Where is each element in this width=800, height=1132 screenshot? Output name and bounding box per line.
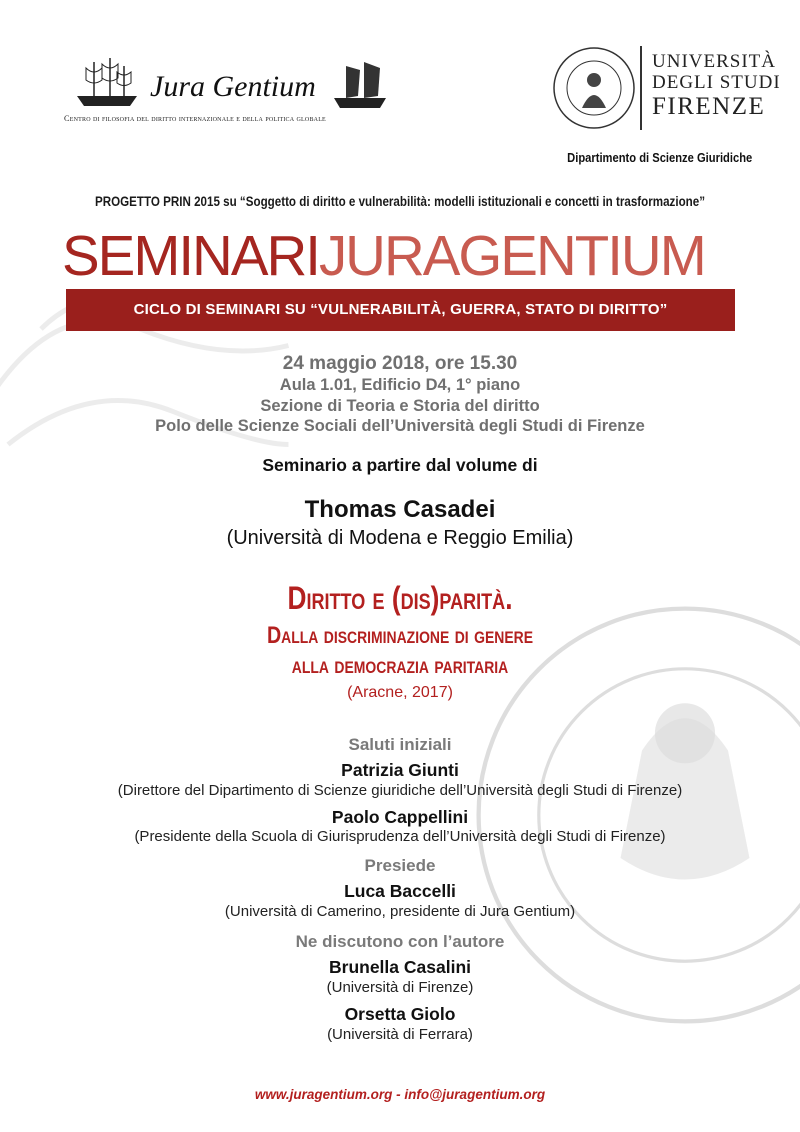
discussants-label: Ne discutono con l’autore	[295, 932, 505, 951]
junk-ship-right-icon	[330, 60, 390, 112]
footer-contacts[interactable]: www.juragentium.org - info@juragentium.org	[254, 1087, 546, 1102]
jura-gentium-title: Jura Gentium	[150, 70, 316, 103]
discussant-1-affiliation: (Università di Firenze)	[326, 979, 474, 996]
speaker-2-affiliation: (Presidente della Scuola di Giurisprudenza dell’Università degli Studi di Firenze)	[134, 828, 666, 845]
event-campus: Polo delle Scienze Sociali dell’Università degli Studi di Firenze	[155, 417, 645, 435]
book-author: Thomas Casadei	[304, 496, 496, 523]
event-date: 24 maggio 2018, ore 15.30	[282, 353, 518, 374]
project-line: PROGETTO PRIN 2015 su “Soggetto di diritto e vulnerabilità: modelli istituzionali e concetti in trasformazione”	[94, 194, 706, 209]
speaker-1-affiliation: (Direttore del Dipartimento di Scienze giuridiche dell’Università degli Studi di Firenze)	[117, 782, 683, 799]
cycle-banner-text: CICLO DI SEMINARI SU “VULNERABILITÀ, GUERRA, STATO DI DIRITTO”	[133, 301, 668, 318]
event-section: Sezione di Teoria e Storia del diritto	[260, 397, 540, 415]
greetings-label: Saluti iniziali	[348, 735, 452, 754]
event-room: Aula 1.01, Edificio D4, 1° piano	[279, 376, 521, 394]
logo-divider	[640, 46, 642, 130]
discussant-2-name: Orsetta Giolo	[344, 1004, 456, 1024]
university-line-3: FIRENZE	[652, 93, 766, 120]
speaker-1-name: Patrizia Giunti	[341, 760, 459, 780]
title-thin-part: JURAGENTIUM	[318, 224, 705, 288]
book-title-line-3: alla democrazia paritaria	[291, 652, 509, 679]
discussant-2-affiliation: (Università di Ferrara)	[327, 1026, 473, 1043]
chair-name: Luca Baccelli	[344, 881, 456, 901]
discussant-1-name: Brunella Casalini	[329, 957, 471, 977]
title-bold-part: SEMINARI	[62, 224, 319, 288]
chair-label: Presiede	[364, 856, 436, 875]
chair-affiliation: (Università di Camerino, presidente di Jura Gentium)	[224, 903, 576, 920]
university-seal-icon	[552, 46, 636, 130]
author-affiliation: (Università di Modena e Reggio Emilia)	[226, 527, 574, 549]
book-publisher: (Aracne, 2017)	[347, 684, 453, 701]
university-name	[652, 52, 781, 119]
jura-gentium-subtitle: Centro di filosofia del diritto internazionale e della politica globale	[64, 114, 326, 123]
seminar-intro: Seminario a partire dal volume di	[262, 455, 538, 475]
university-line-1: UNIVERSITÀ	[652, 51, 776, 72]
department-name: Dipartimento di Scienze Giuridiche	[566, 150, 752, 165]
book-title-line-2: Dalla discriminazione di genere	[266, 622, 534, 649]
speaker-2-name: Paolo Cappellini	[331, 807, 469, 827]
university-line-2: DEGLI STUDI	[652, 72, 781, 93]
ship-left-icon	[72, 56, 142, 112]
seminar-series-title	[62, 226, 705, 286]
book-title-line-1: Diritto e (dis)parità.	[287, 580, 513, 616]
cycle-banner	[66, 289, 735, 331]
